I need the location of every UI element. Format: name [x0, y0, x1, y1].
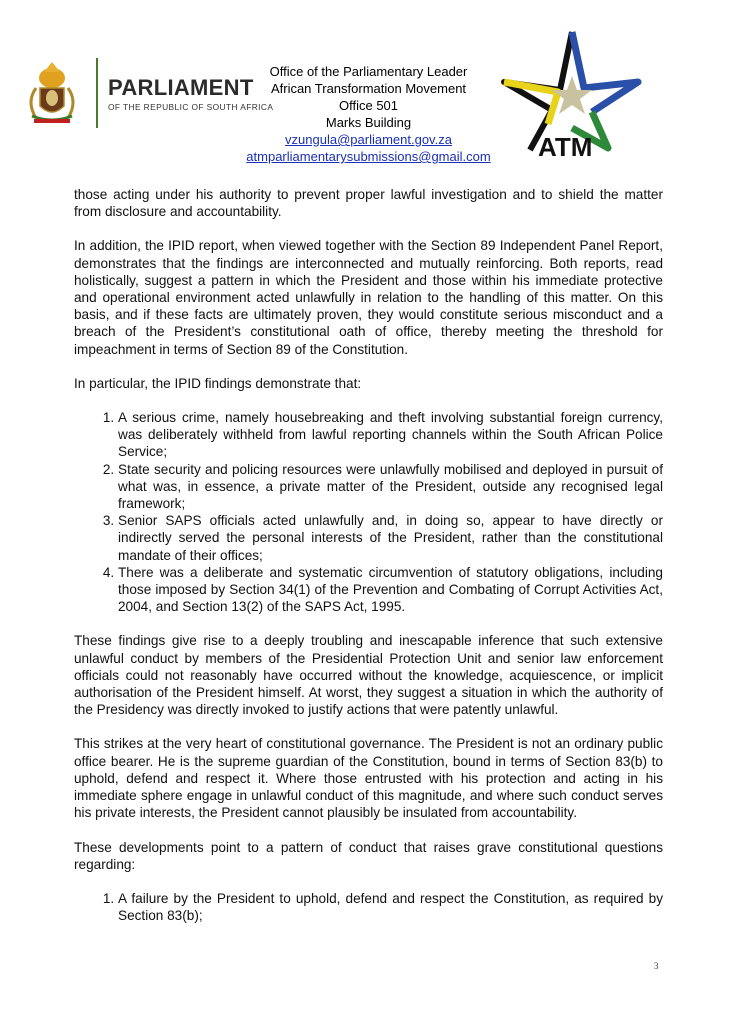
paragraph: In particular, the IPID findings demonstrate that:: [74, 375, 362, 391]
office-line: Office of the Parliamentary Leader: [269, 64, 468, 79]
list-item: 2. State security and policing resources were unlawfully mobilised and deployed in pursuit of what was, in essence, a private matter of the President, outside any recognised legal framework;: [118, 461, 663, 513]
questions-list: [74, 890, 663, 924]
letterhead: [0, 0, 738, 175]
paragraph: those acting under his authority to prevent proper lawful investigation and to shield the matter from disclosure and accountability.: [74, 187, 663, 220]
paragraph: These developments point to a pattern of conduct that raises grave constitutional questions regarding:: [74, 839, 663, 872]
findings-list: [74, 409, 663, 615]
email-link[interactable]: vzungula@parliament.gov.za: [285, 132, 452, 147]
list-item: 3. Senior SAPS officials acted unlawfully and, in doing so, appear to have directly or indirectly served the personal interests of the President, rather than the constitutional mandate of their offices;: [118, 512, 663, 564]
list-item: 4. There was a deliberate and systematic circumvention of statutory obligations, including those imposed by Section 34(1) of the Prevention and Combating of Corrupt Activities Act, 2004, and Section 13(2) of the SAPS Act, 1995.: [118, 564, 663, 616]
page-number: 3: [654, 961, 659, 971]
email-link[interactable]: atmparliamentarysubmissions@gmail.com: [246, 149, 491, 164]
logo-divider: [96, 58, 98, 128]
parliament-subtitle: OF THE REPUBLIC OF SOUTH AFRICA: [108, 102, 274, 112]
office-line: Office 501: [338, 98, 399, 113]
atm-star-logo-icon: [500, 30, 642, 162]
letter-body: [74, 186, 663, 941]
list-item: 1. A serious crime, namely housebreaking and theft involving substantial foreign currency, was deliberately withheld from lawful reporting channels within the South African Police Service;: [118, 409, 663, 461]
atm-logo-text: ATM: [538, 132, 593, 162]
paragraph: In addition, the IPID report, when viewed together with the Section 89 Independent Panel Report, demonstrates that the findings are interconnected and mutually reinforcing. Both reports, read holistically, suggest a pattern in which the President and those within his immediate protective and operational environment acted unlawfully in relation to the handling of this matter. On this basis, and if these facts are ultimately proven, they would constitute serious misconduct and a breach of the President’s constitutional oath of office, thereby meeting the threshold for impeachment in terms of Section 89 of the Constitution.: [74, 238, 663, 357]
office-line: Marks Building: [325, 115, 412, 130]
office-address: [226, 63, 511, 165]
list-item: 1. A failure by the President to uphold, defend and respect the Constitution, as required by Section 83(b);: [118, 890, 663, 924]
paragraph: This strikes at the very heart of constitutional governance. The President is not an ordinary public office bearer. He is the supreme guardian of the Constitution, bound in terms of Section 83(b) to uphold, defend and respect it. Where those entrusted with his protection and acting in his immediate sphere engage in unlawful conduct of this magnitude, and where such conduct serves his private interests, the President cannot plausibly be insulated from accountability.: [74, 736, 663, 821]
office-line: African Transformation Movement: [270, 81, 467, 96]
paragraph: These findings give rise to a deeply troubling and inescapable inference that such extensive unlawful conduct by members of the Presidential Protection Unit and senior law enforcement officials could not reasonably have occurred without the knowledge, acquiescence, or implicit authorisation of the President himself. At worst, they suggest a situation in which the authority of the Presidency was directly invoked to justify actions that were patently unlawful.: [74, 633, 663, 718]
coat-of-arms-icon: [22, 58, 82, 124]
parliament-name: PARLIAMENT: [108, 75, 254, 100]
